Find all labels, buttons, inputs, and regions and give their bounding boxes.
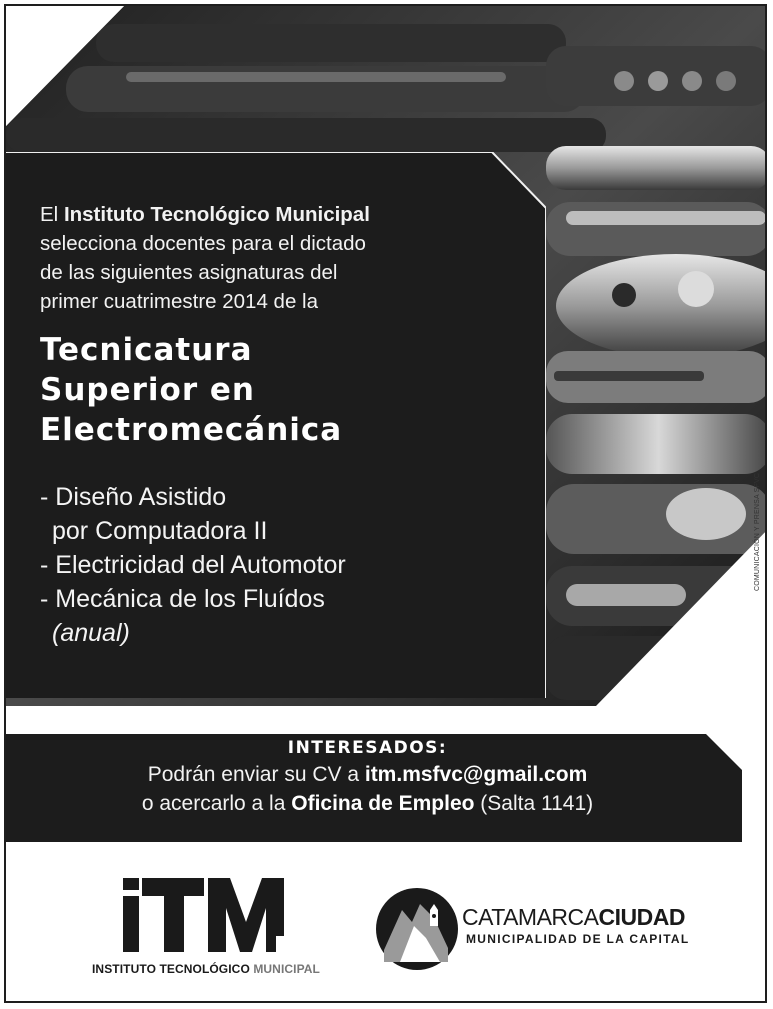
subject-3-note: (anual) (52, 619, 130, 647)
office-name: Oficina de Empleo (291, 792, 475, 815)
catamarca-subtitle: MUNICIPALIDAD DE LA CAPITAL (466, 932, 690, 946)
career-line-1: Tecnicatura (40, 332, 253, 368)
subject-2: - Electricidad del Automotor (40, 551, 346, 579)
subjects-list (40, 480, 520, 650)
office-address: (Salta 1141) (474, 792, 594, 815)
catamarca-name-bold: CIUDAD (598, 904, 685, 930)
contact-title: INTERESADOS: (287, 738, 448, 758)
contact-email-link[interactable]: itm.msfvc@gmail.com (364, 763, 588, 786)
career-line-2: Superior en (40, 372, 255, 408)
institute-name: Instituto Tecnológico Municipal (63, 203, 370, 226)
subject-1-line-2: por Computadora II (52, 517, 268, 545)
subject-1-line-1: - Diseño Asistido (40, 483, 227, 511)
contact-line-2 (0, 789, 735, 818)
contact-line-1-prefix: Podrán enviar su CV a (147, 763, 365, 786)
announcement-text (40, 200, 520, 650)
itm-caption-light: MUNICIPAL (253, 962, 320, 976)
career-title (40, 330, 520, 450)
catamarca-name (462, 904, 685, 931)
photo-credit: COMUNICACIÓN Y PRENSA SFVC (754, 472, 761, 591)
intro-line-1: selecciona docentes para el dictado (40, 232, 366, 255)
intro-line-2: de las siguientes asignaturas del (40, 261, 338, 284)
contact-line-1 (0, 760, 735, 789)
catamarca-emblem-icon (374, 886, 460, 972)
career-line-3: Electromecánica (40, 412, 343, 448)
catamarca-name-regular: CATAMARCA (462, 904, 599, 930)
intro-prefix: El (40, 203, 64, 226)
subject-3: - Mecánica de los Fluídos (40, 585, 325, 613)
itm-caption (92, 962, 320, 976)
intro-line-3: primer cuatrimestre 2014 de la (40, 290, 319, 313)
contact-text (0, 736, 735, 818)
contact-line-2-prefix: o acercarlo a la (141, 792, 292, 815)
itm-caption-bold: INSTITUTO TECNOLÓGICO (92, 962, 254, 976)
intro-paragraph (40, 200, 520, 316)
